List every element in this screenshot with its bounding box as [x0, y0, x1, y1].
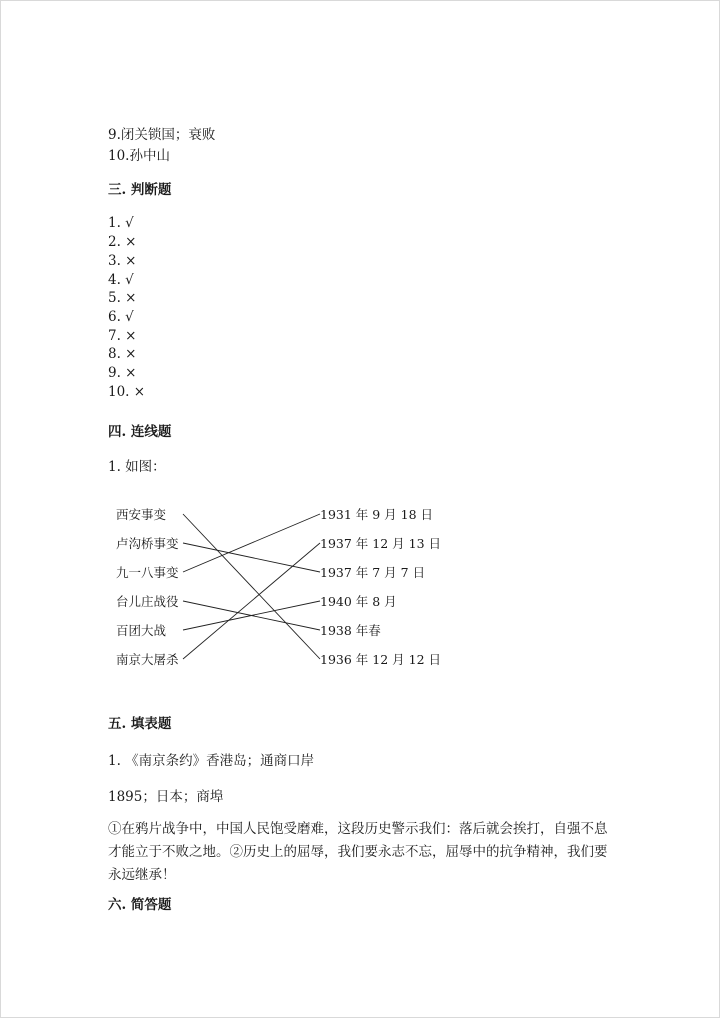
connector-line-2 — [183, 514, 320, 572]
connector-line-5 — [183, 543, 320, 659]
fill-line-2: 1895；日本；商埠 — [108, 789, 224, 805]
judge-answer-10: 10. × — [108, 384, 146, 400]
right-date-1: 1937 年 12 月 13 日 — [320, 536, 441, 551]
section-5-title: 五. 填表题 — [108, 716, 172, 732]
left-event-4: 百团大战 — [116, 623, 167, 638]
connector-lines — [183, 514, 320, 659]
judge-answer-4: 4. √ — [108, 272, 134, 288]
fill-line-1: 1. 《南京条约》香港岛；通商口岸 — [108, 753, 315, 769]
section-6-title: 六. 简答题 — [108, 897, 172, 913]
left-event-1: 卢沟桥事变 — [116, 536, 179, 551]
connector-line-1 — [183, 543, 320, 572]
judge-answer-7: 7. × — [108, 328, 137, 344]
right-date-3: 1940 年 8 月 — [320, 594, 397, 609]
judge-answer-2: 2. × — [108, 234, 137, 250]
left-event-2: 九一八事变 — [116, 565, 179, 580]
matching-intro: 1. 如图： — [108, 459, 166, 475]
judge-answer-9: 9. × — [108, 365, 137, 381]
judge-answer-3: 3. × — [108, 253, 137, 269]
right-date-4: 1938 年春 — [320, 623, 381, 638]
judge-answer-1: 1. √ — [108, 215, 134, 231]
right-date-2: 1937 年 7 月 7 日 — [320, 565, 426, 580]
judge-answer-5: 5. × — [108, 290, 137, 306]
answer-line-9: 9.闭关锁国；衰败 — [108, 127, 216, 143]
connector-line-0 — [183, 514, 320, 659]
right-date-5: 1936 年 12 月 12 日 — [320, 652, 441, 667]
judge-answer-8: 8. × — [108, 346, 137, 362]
section-4-title: 四. 连线题 — [108, 424, 172, 440]
left-event-0: 西安事变 — [116, 507, 167, 522]
left-event-3: 台儿庄战役 — [116, 594, 179, 609]
right-date-0: 1931 年 9 月 18 日 — [320, 507, 434, 522]
left-event-5: 南京大屠杀 — [116, 652, 179, 667]
fill-paragraph: ①在鸦片战争中，中国人民饱受磨难，这段历史警示我们：落后就会挨打，自强不息才能立于不败之地。②历史上的屈辱，我们要永志不忘，屈辱中的抗争精神，我们要永远继承！ — [108, 821, 608, 883]
section-3-title: 三. 判断题 — [108, 182, 172, 198]
judge-answer-6: 6. √ — [108, 309, 134, 325]
answer-line-10: 10.孙中山 — [108, 148, 170, 164]
